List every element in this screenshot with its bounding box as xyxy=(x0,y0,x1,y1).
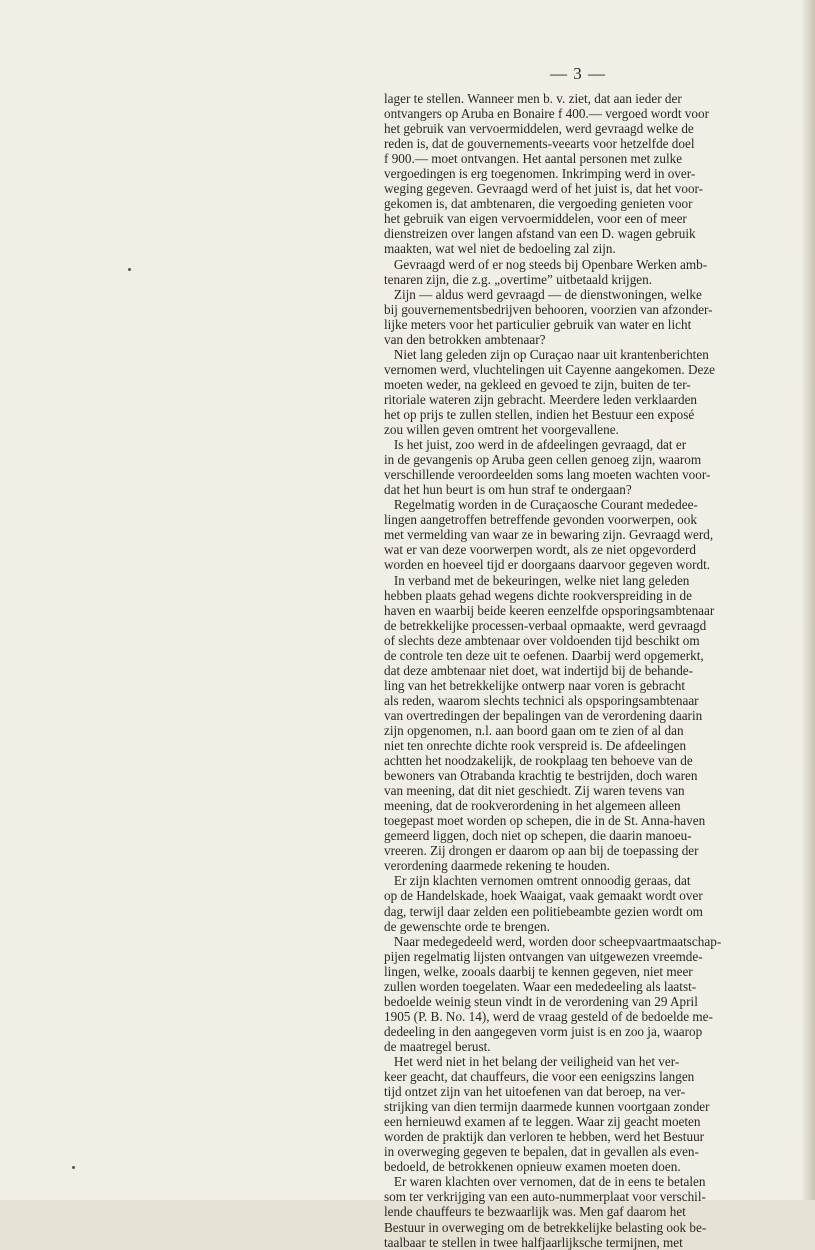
text-line: in overweging gegeven te bepalen, dat in gevallen als even- xyxy=(384,1144,699,1160)
text-line: ling van het betrekkelijke ontwerp naar voren is gebracht xyxy=(384,677,686,693)
text-line: taalbaar te stellen in twee halfjaarlijksche termijnen, met xyxy=(384,1234,683,1250)
text-line: pijen regelmatig lijsten ontvangen van uitgewezen vreemde- xyxy=(384,948,703,964)
text-line: de betrekkelijke processen-verbaal opmaakte, werd gevraagd xyxy=(384,617,707,633)
text-line: van meening, dat dit niet geschiedt. Zij waren tevens van xyxy=(384,783,685,799)
text-line: dienstreizen over langen afstand van een D. wagen gebruik xyxy=(384,226,696,242)
text-line: vergoedingen is erg toegenomen. Inkrimping werd in over- xyxy=(384,166,696,182)
text-line: het gebruik van vervoermiddelen, werd gevraagd welke de xyxy=(384,121,694,137)
text-line: tijd ontzet zijn van het uitoefenen van dat beroep, na ver- xyxy=(384,1084,686,1100)
page-edge-shadow xyxy=(801,0,815,1200)
text-line: dag, terwijl daar zelden een politiebeambte gezien wordt om xyxy=(384,903,703,919)
text-line: weging gegeven. Gevraagd werd of het juist is, dat het voor- xyxy=(384,181,704,197)
text-line: dedeeling in den aangegeven vorm juist is en zoo ja, waarop xyxy=(384,1023,703,1039)
text-line: Het werd niet in het belang der veiligheid van het ver- xyxy=(384,1054,680,1069)
text-line: of slechts deze ambtenaar over voldoenden tijd beschikt om xyxy=(384,632,700,648)
text-line: zou willen geven omtrent het voorgevallene. xyxy=(384,422,619,438)
text-line: toegepast moet worden op schepen, die in de St. Anna-haven xyxy=(384,813,706,829)
text-line: worden de praktijk dan verloren te hebben, werd het Bestuur xyxy=(384,1129,705,1145)
text-line: een hernieuwd examen af te leggen. Waar zij geacht moeten xyxy=(384,1114,701,1130)
text-line: de controle ten deze uit te oefenen. Daarbij werd opgemerkt, xyxy=(384,647,704,663)
text-line: bedoelde weinig steun vindt in de verordening van 29 April xyxy=(384,993,698,1009)
text-line: Regelmatig worden in de Curaçaosche Courant mededee- xyxy=(384,497,698,513)
text-line: Bestuur in overweging om de betrekkelijke belasting ook be- xyxy=(384,1219,707,1235)
text-line: Er zijn klachten vernomen omtrent onnoodig geraas, dat xyxy=(384,873,691,889)
text-line: 1905 (P. B. No. 14), werd de vraag gesteld of de bedoelde me- xyxy=(384,1008,713,1024)
text-line: tenaren zijn, die z.g. „overtime” uitbetaald krijgen. xyxy=(384,271,653,287)
text-line: ontvangers op Aruba en Bonaire f 400.— vergoed wordt voor xyxy=(384,106,709,122)
text-line: strijking van dien termijn daarmede kunnen voortgaan zonder xyxy=(384,1099,710,1115)
text-line: verschillende veroordeelden soms lang moeten wachten voor- xyxy=(384,467,711,483)
text-line: In verband met de bekeuringen, welke niet lang geleden xyxy=(384,572,690,588)
text-line: in de gevangenis op Aruba geen cellen genoeg zijn, waarom xyxy=(384,452,702,468)
text-line: Zijn — aldus werd gevraagd — de dienstwoningen, welke xyxy=(384,286,702,302)
text-line: achtten het noodzakelijk, de rookplaag ten behoeve van de xyxy=(384,753,693,769)
text-line: som ter verkrijging van een auto-nummerplaat voor verschil- xyxy=(384,1189,706,1205)
text-line: vernomen werd, vluchtelingen uit Cayenne aangekomen. Deze xyxy=(384,361,716,377)
text-line: lingen aangetroffen betreffende gevonden voorwerpen, ook xyxy=(384,512,697,528)
text-line: bewoners van Otrabanda krachtig te bestrijden, doch waren xyxy=(384,768,698,784)
text-line: zijn opgenomen, n.l. aan boord gaan om te zien of al dan xyxy=(384,722,684,738)
text-line: keer geacht, dat chauffeurs, die voor een eenigszins langen xyxy=(384,1069,695,1085)
text-line: haven en waarbij beide keeren eenzelfde opsporingsambtenaar xyxy=(384,602,715,618)
text-line: lager te stellen. Wanneer men b. v. ziet, dat aan ieder der xyxy=(384,91,682,106)
text-line: gemeerd liggen, doch niet op schepen, die daarin manoeu- xyxy=(384,828,692,844)
text-line: Is het juist, zoo werd in de afdeelingen gevraagd, dat er xyxy=(384,437,687,453)
text-line: met vermelding van waar ze in bewaring zijn. Gevraagd werd, xyxy=(384,527,714,543)
text-line: hebben plaats gehad wegens dichte rookverspreiding in de xyxy=(384,587,692,603)
text-line: reden is, dat de gouvernements-veearts voor hetzelfde doel xyxy=(384,136,695,152)
text-line: wat er van deze voorwerpen wordt, als ze niet opgevorderd xyxy=(384,542,696,558)
paper-speck xyxy=(128,268,131,271)
text-line: als reden, waarom slechts technici als opsporingsambtenaar xyxy=(384,692,699,708)
text-column xyxy=(384,91,764,1250)
text-line: f 900.— moet ontvangen. Het aantal personen met zulke xyxy=(384,151,683,167)
text-line: worden en hoeveel tijd er doorgaans daarvoor gegeven wordt. xyxy=(384,557,711,573)
text-line: van overtredingen der bepalingen van de verordening daarin xyxy=(384,707,703,723)
text-line: maakten, wat wel niet de bedoeling zal zijn. xyxy=(384,241,616,257)
text-line: verordening daarmede rekening te houden. xyxy=(384,858,610,874)
text-line: de gewenschte orde te brengen. xyxy=(384,918,550,934)
text-line: bedoeld, de betrokkenen opnieuw examen moeten doen. xyxy=(384,1159,681,1175)
text-line: bij gouvernementsbedrijven behooren, voorzien van afzonder- xyxy=(384,301,713,317)
text-line: moeten weder, na gekleed en gevoed te zijn, buiten de ter- xyxy=(384,376,691,392)
text-line: lijke meters voor het particulier gebruik van water en licht xyxy=(384,316,692,332)
text-line: zullen worden toegelaten. Waar een mededeeling als laatst- xyxy=(384,978,697,994)
text-line: ritoriale wateren zijn gebracht. Meerdere leden verklaarden xyxy=(384,391,698,407)
text-line: de maatregel berust. xyxy=(384,1038,491,1054)
text-line: dat het hun beurt is om hun straf te ondergaan? xyxy=(384,482,632,498)
text-line: lende chauffeurs te bezwaarlijk was. Men gaf daarom het xyxy=(384,1204,686,1220)
page-number: — 3 — xyxy=(550,64,606,83)
text-line: lingen, welke, zooals daarbij te kennen gegeven, niet meer xyxy=(384,963,693,979)
text-line: vreeren. Zij drongen er daarom op aan bij de toepassing der xyxy=(384,843,699,859)
paper-speck xyxy=(72,1166,75,1169)
text-line: meening, dat de rookverordening in het algemeen alleen xyxy=(384,798,681,814)
text-line: op de Handelskade, hoek Waaigat, vaak gemaakt wordt over xyxy=(384,888,703,904)
text-line: Gevraagd werd of er nog steeds bij Openbare Werken amb- xyxy=(384,256,708,272)
text-line: van den betrokken ambtenaar? xyxy=(384,331,546,347)
text-line: het op prijs te zullen stellen, indien het Bestuur een exposé xyxy=(384,406,695,422)
text-line: Niet lang geleden zijn op Curaçao naar uit krantenberichten xyxy=(384,346,709,362)
text-line: het gebruik van eigen vervoermiddelen, voor een of meer xyxy=(384,211,687,227)
text-line: gekomen is, dat ambtenaren, die vergoeding genieten voor xyxy=(384,196,693,212)
text-line: Er waren klachten over vernomen, dat de in eens te betalen xyxy=(384,1174,706,1190)
text-line: dat deze ambtenaar niet doet, wat indertijd bij de behande- xyxy=(384,662,694,678)
text-line: niet ten onrechte dichte rook verspreid is. De afdeelingen xyxy=(384,738,687,754)
text-line: Naar medegedeeld werd, worden door scheepvaartmaatschap- xyxy=(384,933,722,949)
